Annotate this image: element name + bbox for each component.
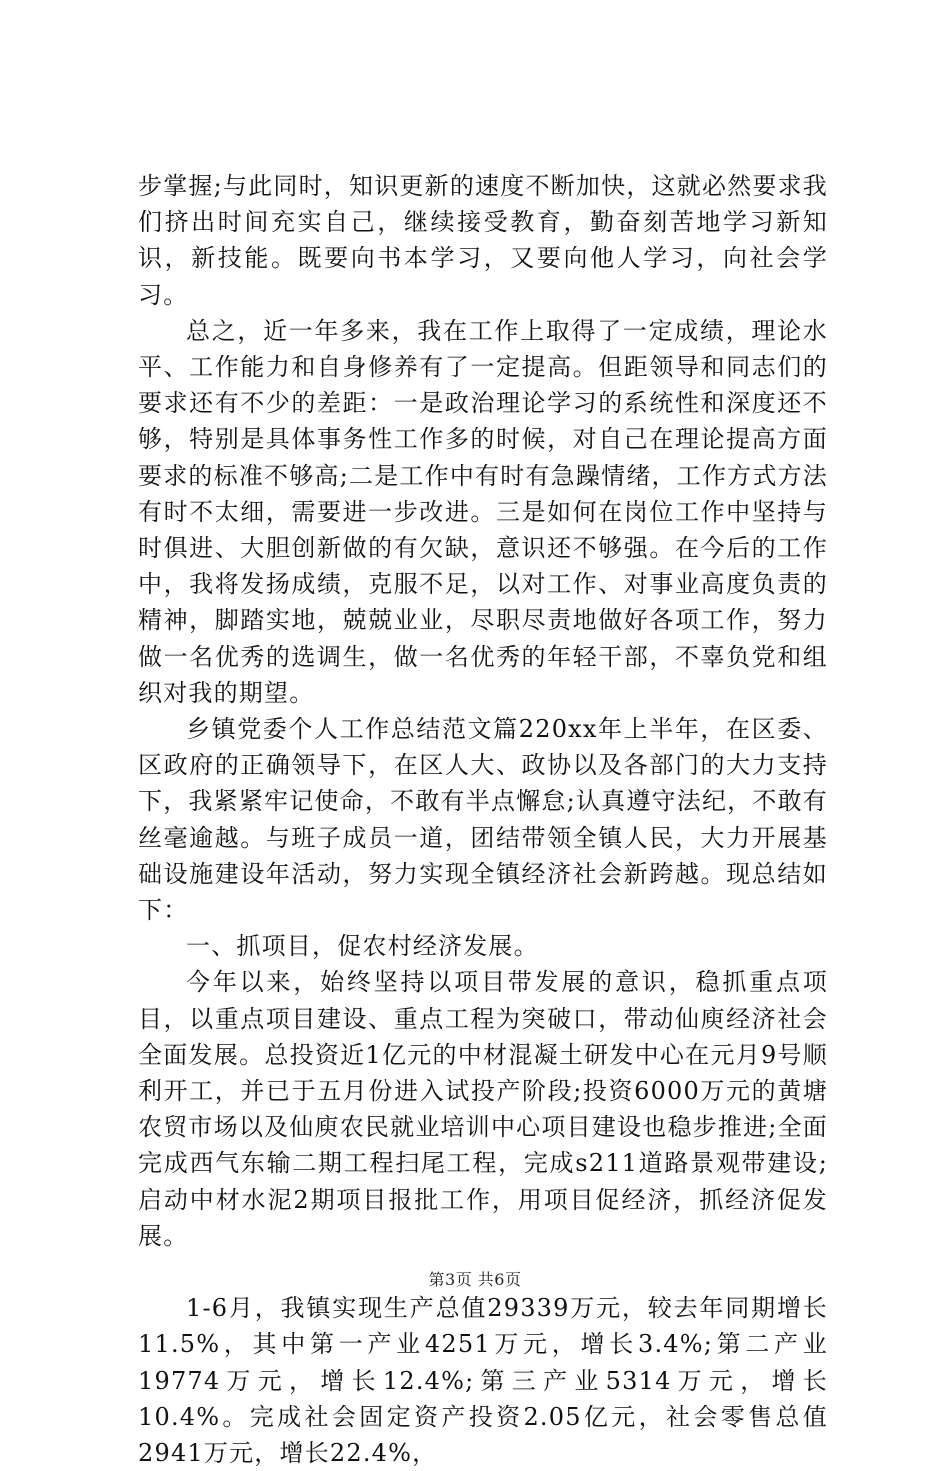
paragraph-statistics: 1-6月，我镇实现生产总值29339万元，较去年同期增长11.5%，其中第一产业4251万元，增长3.4%;第二产业19774万元，增长12.4%;第三产业5314万元，增长10.4%。完成社会固定资产投资2.05亿元，社会零售总值2941万元，增长22.4%， [138, 1294, 828, 1467]
page-number-footer: 第3页 共6页 [428, 1270, 522, 1289]
paragraph-projects: 今年以来，始终坚持以项目带发展的意识，稳抓重点项目，以重点项目建设、重点工程为突破口，带动仙庾经济社会全面发展。总投资近1亿元的中材混凝土研发中心在元月9号顺利开工，并已于五月份进入试投产阶段;投资6000万元的黄塘农贸市场以及仙庾农民就业培训中心项目建设也稳步推进;全面完成西气东输二期工程扫尾工程，完成s211道路景观带建设;启动中材水泥2期项目报批工作，用项目促经济，抓经济促发展。 [138, 968, 828, 1250]
paragraph-sample-intro: 乡镇党委个人工作总结范文篇220xx年上半年，在区委、区政府的正确领导下，在区人大、政协以及各部门的大力支持下，我紧紧牢记使命，不敢有半点懈怠;认真遵守法纪，不敢有丝毫逾越。与班子成员一道，团结带领全镇人民，大力开展基础设施建设年活动，努力实现全镇经济社会新跨越。现总结如下： [138, 715, 828, 925]
section-heading: 一、抓项目，促农村经济发展。 [186, 932, 539, 961]
paragraph-continuation: 步掌握;与此同时，知识更新的速度不断加快，这就必然要求我们挤出时间充实自己，继续接受教育，勤奋刻苦地学习新知识，新技能。既要向书本学习，又要向他人学习，向社会学习。 [138, 172, 828, 309]
paragraph-summary: 总之，近一年多来，我在工作上取得了一定成绩，理论水平、工作能力和自身修养有了一定提高。但距领导和同志们的要求还有不少的差距：一是政治理论学习的系统性和深度还不够，特别是具体事务性工作多的时候，对自己在理论提高方面要求的标准不够高;二是工作中有时有急躁情绪，工作方式方法有时不太细，需要进一步改进。三是如何在岗位工作中坚持与时俱进、大胆创新做的有欠缺，意识还不够强。在今后的工作中，我将发扬成绩，克服不足，以对工作、对事业高度负责的精神，脚踏实地，兢兢业业，尽职尽责地做好各项工作，努力做一名优秀的选调生，做一名优秀的年轻干部，不辜负党和组织对我的期望。 [138, 316, 828, 707]
